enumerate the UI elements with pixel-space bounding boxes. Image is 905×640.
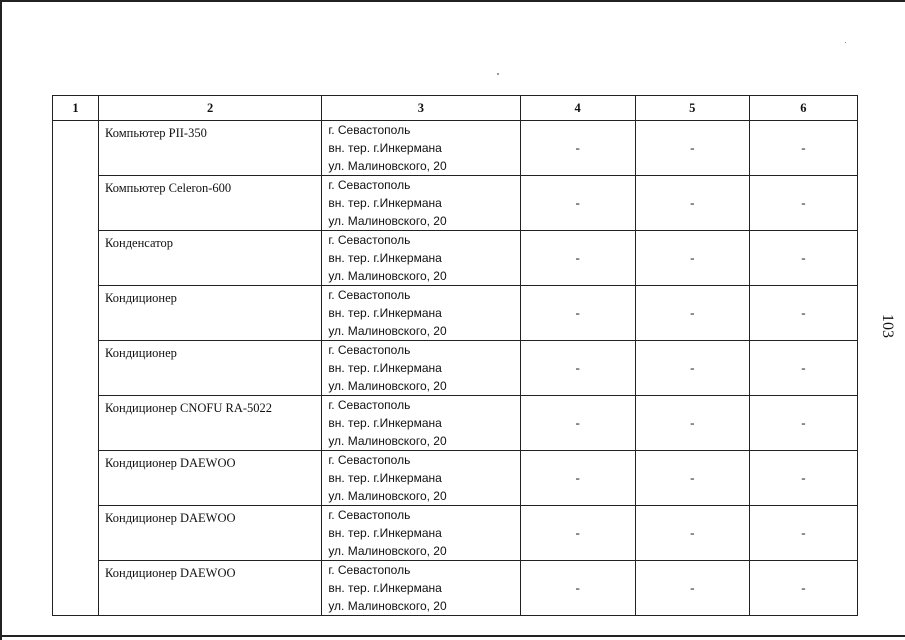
cell-col4: - [520,451,635,506]
address-line: вн. тер. г.Инкермана [328,416,442,430]
cell-col4: - [520,341,635,396]
address-line: ул. Малиновского, 20 [328,544,447,558]
cell-col4: - [520,231,635,286]
address-line: г. Севастополь [328,563,411,577]
address-line: г. Севастополь [328,288,411,302]
item-name-cell [99,506,322,561]
address-line: ул. Малиновского, 20 [328,159,447,173]
scan-speck [497,73,499,75]
cell-col4: - [520,396,635,451]
item-name: Кондиционер CNOFU RA-5022 [105,401,273,415]
address-line: г. Севастополь [328,398,411,412]
cell-col6: - [749,506,857,561]
cell-col4: - [520,561,635,616]
table-row [53,121,858,176]
item-name-cell [99,286,322,341]
cell-col6: - [749,451,857,506]
item-name-cell [99,176,322,231]
cell-col5: - [635,396,749,451]
column-header: 3 [322,96,520,121]
column-header: 2 [99,96,322,121]
cell-col5: - [635,506,749,561]
cell-col5: - [635,561,749,616]
item-name: Компьютер Celeron-600 [105,181,232,195]
address-line: вн. тер. г.Инкермана [328,141,442,155]
address-cell [322,341,520,396]
item-name-cell [99,561,322,616]
row-number-cell [53,121,99,616]
item-name-cell [99,121,322,176]
address-line: вн. тер. г.Инкермана [328,306,442,320]
item-name: Кондиционер [105,291,177,305]
address-line: ул. Малиновского, 20 [328,434,447,448]
column-header: 4 [520,96,635,121]
cell-col4: - [520,121,635,176]
table-row [53,341,858,396]
address-cell [322,396,520,451]
cell-col5: - [635,451,749,506]
address-line: г. Севастополь [328,233,411,247]
cell-col6: - [749,231,857,286]
address-cell [322,231,520,286]
scan-speck [845,42,846,43]
address-cell [322,506,520,561]
address-line: ул. Малиновского, 20 [328,324,447,338]
address-line: вн. тер. г.Инкермана [328,526,442,540]
page-number: 103 [879,314,896,338]
cell-col5: - [635,176,749,231]
address-line: г. Севастополь [328,453,411,467]
address-line: вн. тер. г.Инкермана [328,581,442,595]
scan-border-left [0,0,2,640]
cell-col4: - [520,176,635,231]
cell-col6: - [749,341,857,396]
table-row [53,396,858,451]
cell-col5: - [635,286,749,341]
address-line: ул. Малиновского, 20 [328,214,447,228]
cell-col4: - [520,506,635,561]
item-name-cell [99,396,322,451]
item-name: Конденсатор [105,236,174,250]
column-header: 6 [749,96,857,121]
address-cell [322,286,520,341]
address-line: ул. Малиновского, 20 [328,599,447,613]
table-row [53,231,858,286]
cell-col5: - [635,341,749,396]
item-name-cell [99,341,322,396]
item-name: Кондиционер DAEWOO [105,511,236,525]
inventory-table [52,95,858,616]
cell-col6: - [749,176,857,231]
address-line: ул. Малиновского, 20 [328,489,447,503]
address-line: г. Севастополь [328,178,411,192]
table-row [53,561,858,616]
table-row [53,506,858,561]
cell-col5: - [635,121,749,176]
table-row [53,286,858,341]
item-name: Компьютер PII-350 [105,126,207,140]
column-header: 1 [53,96,99,121]
address-cell [322,451,520,506]
cell-col6: - [749,561,857,616]
address-line: ул. Малиновского, 20 [328,379,447,393]
column-header: 5 [635,96,749,121]
header-row [53,96,858,121]
cell-col6: - [749,396,857,451]
cell-col6: - [749,286,857,341]
cell-col5: - [635,231,749,286]
address-line: вн. тер. г.Инкермана [328,361,442,375]
item-name: Кондиционер [105,346,177,360]
address-line: г. Севастополь [328,508,411,522]
item-name-cell [99,451,322,506]
item-name: Кондиционер DAEWOO [105,456,236,470]
cell-col4: - [520,286,635,341]
address-cell [322,561,520,616]
address-line: г. Севастополь [328,123,411,137]
item-name: Кондиционер DAEWOO [105,566,236,580]
address-line: вн. тер. г.Инкермана [328,471,442,485]
address-cell [322,176,520,231]
table-row [53,451,858,506]
item-name-cell [99,231,322,286]
scan-border-top [0,0,905,2]
table-row [53,176,858,231]
scan-border-bottom [0,635,905,637]
address-line: вн. тер. г.Инкермана [328,196,442,210]
cell-col6: - [749,121,857,176]
address-line: вн. тер. г.Инкермана [328,251,442,265]
address-cell [322,121,520,176]
address-line: ул. Малиновского, 20 [328,269,447,283]
address-line: г. Севастополь [328,343,411,357]
